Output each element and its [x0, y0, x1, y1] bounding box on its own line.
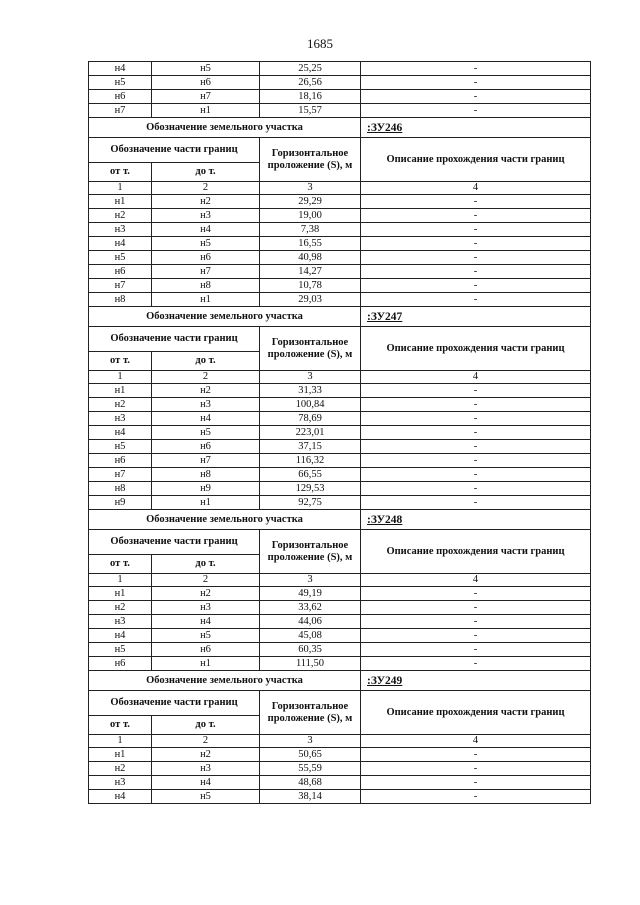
table-row: [89, 293, 591, 307]
point-from: н8: [89, 293, 152, 307]
description-header: Описание прохождения части границ: [361, 327, 591, 371]
from-header: от т.: [89, 163, 152, 182]
point-from: н1: [89, 195, 152, 209]
segment-description: -: [361, 440, 591, 454]
segment-description: -: [361, 643, 591, 657]
point-to: н1: [152, 657, 260, 671]
column-number: 1: [89, 574, 152, 587]
table-row: [89, 601, 591, 615]
column-number: 3: [260, 574, 361, 587]
point-from: н5: [89, 440, 152, 454]
to-header: до т.: [152, 716, 260, 735]
table-row: [89, 748, 591, 762]
segment-length: 7,38: [260, 223, 361, 237]
segment-description: -: [361, 384, 591, 398]
segment-description: -: [361, 279, 591, 293]
segment-length: 40,98: [260, 251, 361, 265]
column-number: 1: [89, 735, 152, 748]
parcel-code: :ЗУ248: [361, 510, 591, 530]
point-from: н2: [89, 762, 152, 776]
from-header: от т.: [89, 716, 152, 735]
length-header: Горизонтальное проложение (S), м: [260, 138, 361, 182]
segment-length: 10,78: [260, 279, 361, 293]
segment-description: -: [361, 629, 591, 643]
point-from: н5: [89, 251, 152, 265]
table-row: [89, 279, 591, 293]
length-header: Горизонтальное проложение (S), м: [260, 691, 361, 735]
segment-length: 18,16: [260, 90, 361, 104]
column-number: 2: [152, 182, 260, 195]
point-to: н1: [152, 293, 260, 307]
table-row: [89, 615, 591, 629]
column-number: 2: [152, 371, 260, 384]
segment-length: 49,19: [260, 587, 361, 601]
table-row: [89, 629, 591, 643]
description-header: Описание прохождения части границ: [361, 138, 591, 182]
segment-length: 16,55: [260, 237, 361, 251]
segment-length: 223,01: [260, 426, 361, 440]
table-row: [89, 384, 591, 398]
part-header: Обозначение части границ: [89, 691, 260, 716]
parcel-code: :ЗУ247: [361, 307, 591, 327]
segment-description: -: [361, 790, 591, 804]
point-from: н6: [89, 265, 152, 279]
boundary-table: [88, 61, 591, 804]
column-number: 1: [89, 371, 152, 384]
table-row: [89, 454, 591, 468]
segment-description: -: [361, 237, 591, 251]
boundary-table-body: [89, 62, 591, 804]
point-from: н6: [89, 454, 152, 468]
point-to: н4: [152, 223, 260, 237]
length-header: Горизонтальное проложение (S), м: [260, 530, 361, 574]
segment-description: -: [361, 412, 591, 426]
point-from: н5: [89, 643, 152, 657]
point-from: н8: [89, 482, 152, 496]
segment-description: -: [361, 657, 591, 671]
point-from: н2: [89, 601, 152, 615]
segment-description: -: [361, 90, 591, 104]
table-row: [89, 496, 591, 510]
point-to: н6: [152, 643, 260, 657]
segment-description: -: [361, 468, 591, 482]
point-from: н1: [89, 748, 152, 762]
column-number: 4: [361, 182, 591, 195]
point-to: н3: [152, 762, 260, 776]
point-from: н6: [89, 657, 152, 671]
point-to: н6: [152, 251, 260, 265]
point-from: н4: [89, 629, 152, 643]
table-row: [89, 643, 591, 657]
column-number: 3: [260, 371, 361, 384]
segment-length: 55,59: [260, 762, 361, 776]
table-row: [89, 426, 591, 440]
table-row: [89, 104, 591, 118]
section-title: Обозначение земельного участка: [89, 671, 361, 691]
header-row: [89, 530, 591, 555]
point-from: н3: [89, 412, 152, 426]
segment-length: 60,35: [260, 643, 361, 657]
to-header: до т.: [152, 163, 260, 182]
point-from: н3: [89, 223, 152, 237]
segment-description: -: [361, 251, 591, 265]
segment-length: 50,65: [260, 748, 361, 762]
segment-length: 45,08: [260, 629, 361, 643]
point-from: н5: [89, 76, 152, 90]
to-header: до т.: [152, 555, 260, 574]
point-to: н6: [152, 440, 260, 454]
header-row: [89, 691, 591, 716]
table-row: [89, 398, 591, 412]
segment-description: -: [361, 209, 591, 223]
point-to: н4: [152, 776, 260, 790]
description-header: Описание прохождения части границ: [361, 691, 591, 735]
segment-length: 92,75: [260, 496, 361, 510]
table-row: [89, 265, 591, 279]
segment-description: -: [361, 426, 591, 440]
segment-length: 111,50: [260, 657, 361, 671]
segment-length: 37,15: [260, 440, 361, 454]
segment-length: 33,62: [260, 601, 361, 615]
segment-length: 14,27: [260, 265, 361, 279]
segment-length: 15,57: [260, 104, 361, 118]
column-number: 3: [260, 182, 361, 195]
segment-length: 44,06: [260, 615, 361, 629]
segment-description: -: [361, 601, 591, 615]
section-title-row: [89, 671, 591, 691]
point-to: н4: [152, 412, 260, 426]
point-from: н3: [89, 615, 152, 629]
table-row: [89, 223, 591, 237]
point-to: н3: [152, 601, 260, 615]
point-from: н7: [89, 279, 152, 293]
point-to: н3: [152, 398, 260, 412]
point-to: н7: [152, 265, 260, 279]
segment-length: 116,32: [260, 454, 361, 468]
table-row: [89, 587, 591, 601]
length-header: Горизонтальное проложение (S), м: [260, 327, 361, 371]
column-number: 4: [361, 371, 591, 384]
point-to: н5: [152, 629, 260, 643]
table-row: [89, 440, 591, 454]
point-to: н4: [152, 615, 260, 629]
header-row: [89, 138, 591, 163]
table-row: [89, 468, 591, 482]
point-to: н2: [152, 748, 260, 762]
point-from: н6: [89, 90, 152, 104]
point-from: н9: [89, 496, 152, 510]
part-header: Обозначение части границ: [89, 530, 260, 555]
segment-length: 129,53: [260, 482, 361, 496]
table-row: [89, 237, 591, 251]
section-title: Обозначение земельного участка: [89, 118, 361, 138]
section-title-row: [89, 118, 591, 138]
point-from: н4: [89, 790, 152, 804]
from-header: от т.: [89, 555, 152, 574]
segment-description: -: [361, 104, 591, 118]
point-to: н5: [152, 62, 260, 76]
point-to: н1: [152, 104, 260, 118]
point-from: н7: [89, 104, 152, 118]
point-to: н6: [152, 76, 260, 90]
point-from: н2: [89, 398, 152, 412]
column-number: 4: [361, 574, 591, 587]
point-to: н2: [152, 587, 260, 601]
point-from: н3: [89, 776, 152, 790]
column-number: 3: [260, 735, 361, 748]
segment-length: 66,55: [260, 468, 361, 482]
segment-length: 100,84: [260, 398, 361, 412]
segment-description: -: [361, 454, 591, 468]
segment-description: -: [361, 223, 591, 237]
point-to: н9: [152, 482, 260, 496]
table-row: [89, 657, 591, 671]
column-number: 2: [152, 574, 260, 587]
column-number-row: [89, 182, 591, 195]
point-to: н2: [152, 195, 260, 209]
table-row: [89, 790, 591, 804]
segment-length: 26,56: [260, 76, 361, 90]
point-to: н5: [152, 790, 260, 804]
point-to: н7: [152, 90, 260, 104]
table-row: [89, 76, 591, 90]
from-header: от т.: [89, 352, 152, 371]
parcel-code: :ЗУ246: [361, 118, 591, 138]
point-from: н4: [89, 62, 152, 76]
point-to: н2: [152, 384, 260, 398]
segment-length: 29,29: [260, 195, 361, 209]
page-number: 1685: [307, 36, 333, 51]
segment-length: 29,03: [260, 293, 361, 307]
point-to: н1: [152, 496, 260, 510]
table-row: [89, 482, 591, 496]
table-row: [89, 762, 591, 776]
table-row: [89, 195, 591, 209]
segment-description: -: [361, 398, 591, 412]
header-row: [89, 327, 591, 352]
parcel-code: :ЗУ249: [361, 671, 591, 691]
table-row: [89, 90, 591, 104]
column-number: 2: [152, 735, 260, 748]
point-from: н7: [89, 468, 152, 482]
description-header: Описание прохождения части границ: [361, 530, 591, 574]
part-header: Обозначение части границ: [89, 138, 260, 163]
table-row: [89, 251, 591, 265]
point-from: н2: [89, 209, 152, 223]
column-number-row: [89, 574, 591, 587]
segment-description: -: [361, 748, 591, 762]
point-from: н1: [89, 384, 152, 398]
segment-length: 78,69: [260, 412, 361, 426]
column-number: 4: [361, 735, 591, 748]
point-from: н4: [89, 237, 152, 251]
segment-description: -: [361, 776, 591, 790]
point-from: н1: [89, 587, 152, 601]
segment-description: -: [361, 195, 591, 209]
section-title-row: [89, 307, 591, 327]
section-title-row: [89, 510, 591, 530]
section-title: Обозначение земельного участка: [89, 307, 361, 327]
point-to: н8: [152, 279, 260, 293]
segment-description: -: [361, 587, 591, 601]
column-number-row: [89, 371, 591, 384]
segment-description: -: [361, 482, 591, 496]
segment-description: -: [361, 496, 591, 510]
segment-description: -: [361, 265, 591, 279]
point-from: н4: [89, 426, 152, 440]
segment-description: -: [361, 293, 591, 307]
segment-length: 48,68: [260, 776, 361, 790]
section-title: Обозначение земельного участка: [89, 510, 361, 530]
to-header: до т.: [152, 352, 260, 371]
column-number-row: [89, 735, 591, 748]
point-to: н8: [152, 468, 260, 482]
point-to: н3: [152, 209, 260, 223]
table-row: [89, 62, 591, 76]
table-row: [89, 776, 591, 790]
table-row: [89, 209, 591, 223]
segment-description: -: [361, 762, 591, 776]
point-to: н5: [152, 237, 260, 251]
segment-description: -: [361, 76, 591, 90]
column-number: 1: [89, 182, 152, 195]
segment-length: 25,25: [260, 62, 361, 76]
segment-length: 31,33: [260, 384, 361, 398]
segment-description: -: [361, 615, 591, 629]
segment-description: -: [361, 62, 591, 76]
part-header: Обозначение части границ: [89, 327, 260, 352]
point-to: н5: [152, 426, 260, 440]
table-row: [89, 412, 591, 426]
segment-length: 19,00: [260, 209, 361, 223]
point-to: н7: [152, 454, 260, 468]
segment-length: 38,14: [260, 790, 361, 804]
